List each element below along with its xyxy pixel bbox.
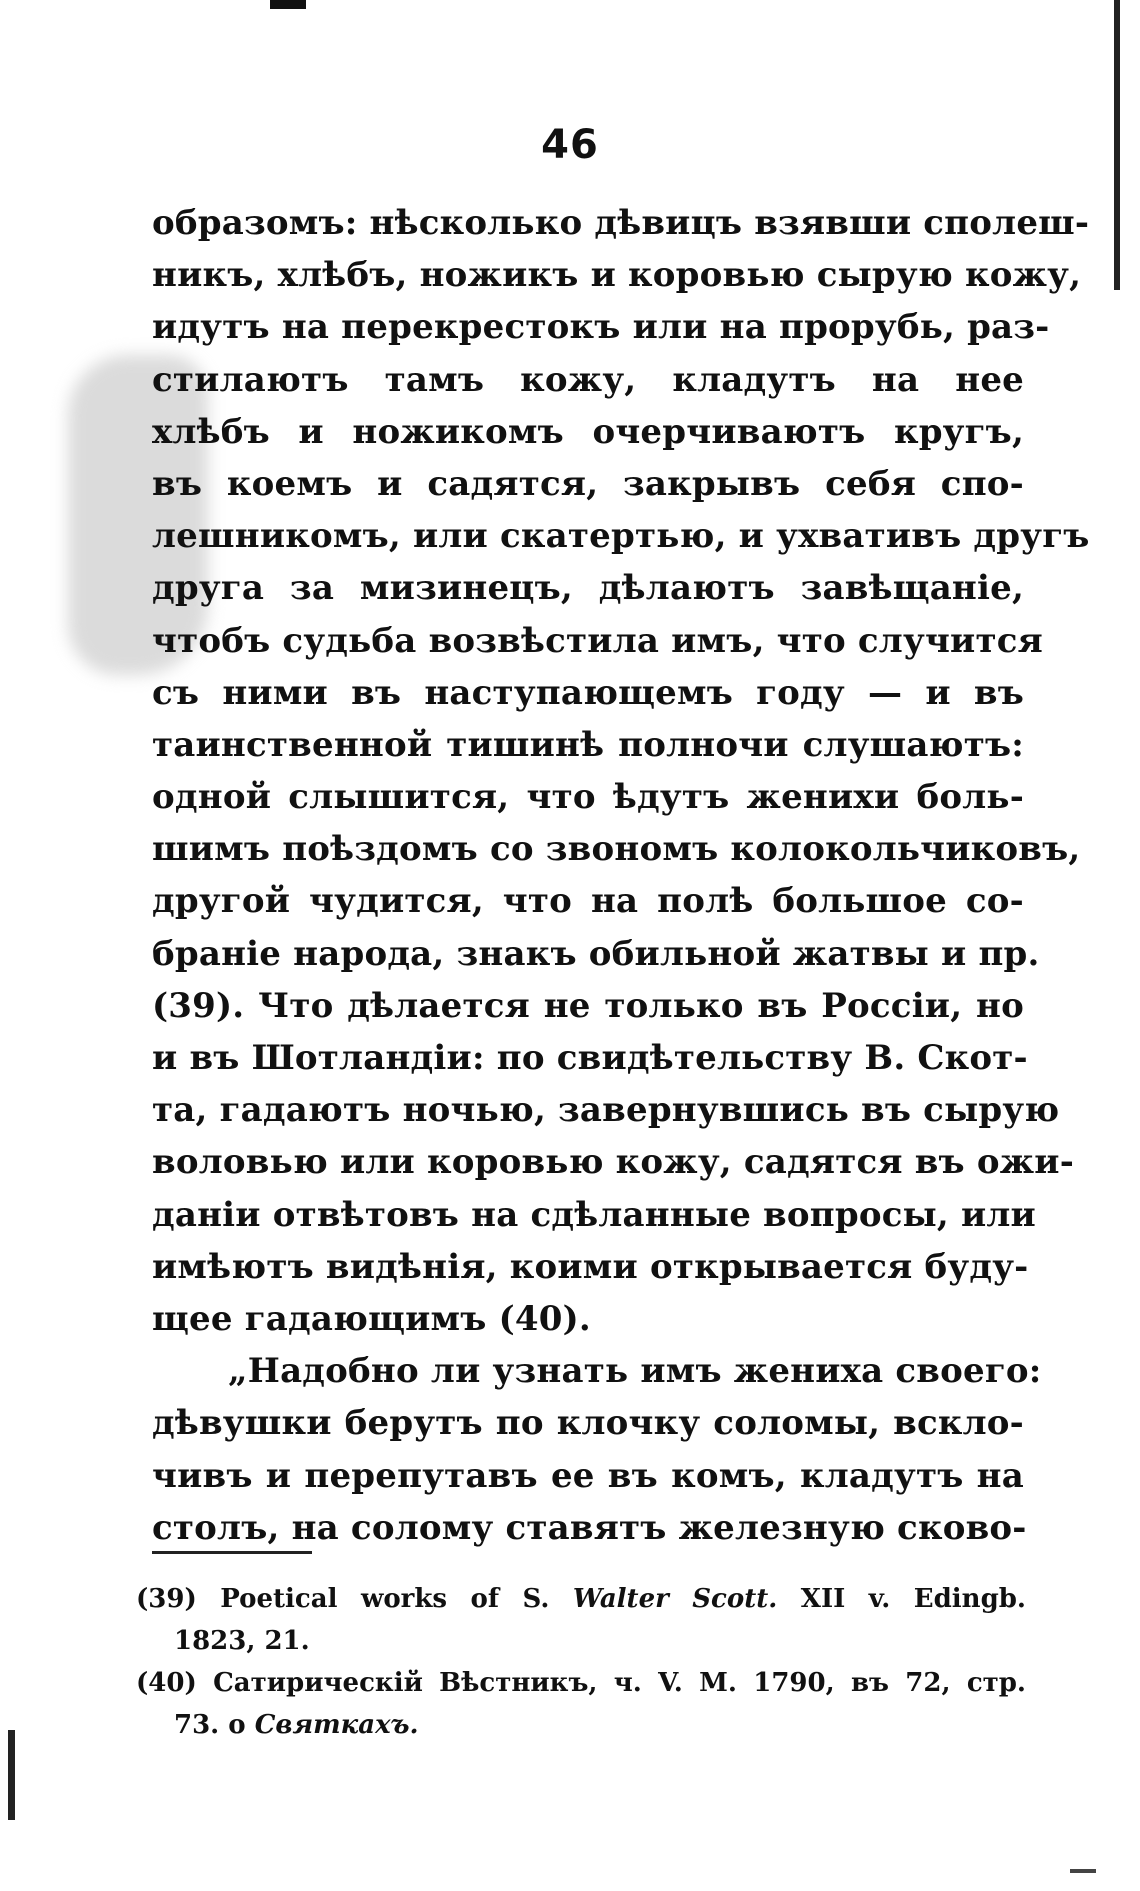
text-line: браніе народа, знакъ обильной жатвы и пр.: [152, 933, 1040, 974]
footnote-40-page: 73. о: [174, 1710, 255, 1740]
text-line: шимъ поѣздомъ со звономъ колокольчиковъ,: [152, 829, 1081, 870]
footnote-39-volume: XII v. Edingb.: [777, 1584, 1026, 1614]
paragraph-start-line: „Надобно ли узнать имъ жениха своего:: [228, 1351, 1042, 1392]
footnote-39-author: Walter Scott.: [572, 1584, 778, 1614]
text-line: та, гадаютъ ночью, завернувшись въ сырую: [152, 1090, 1060, 1131]
left-edge-rule: [8, 1730, 15, 1820]
text-line: даніи отвѣтовъ на сдѣланные вопросы, или: [152, 1194, 1036, 1235]
text-line: хлѣбъ и ножикомъ очерчиваютъ кругъ,: [152, 411, 1024, 452]
footnote-40-text: Сатирическій Вѣстникъ, ч. V. М. 1790, въ 72, стр.: [213, 1668, 1026, 1698]
text-line: столъ, на солому ставятъ железную сково-: [152, 1507, 1027, 1548]
footnote-40: [136, 1662, 1026, 1704]
top-edge-mark: [270, 0, 306, 9]
text-line: другой чудится, что на полѣ большое со-: [152, 881, 1024, 922]
text-line: одной слышится, что ѣдутъ женихи боль-: [152, 777, 1024, 818]
text-line: друга за мизинецъ, дѣлаютъ завѣщаніе,: [152, 568, 1024, 609]
corner-mark: [1070, 1869, 1096, 1873]
page-number: 46: [541, 122, 599, 168]
text-line: воловью или коровью кожу, садятся въ ожи-: [152, 1142, 1074, 1183]
text-line: имѣютъ видѣнія, коими открывается буду-: [152, 1246, 1029, 1287]
footnote-40-topic: Святкахъ.: [254, 1710, 419, 1740]
text-line: таинственной тишинѣ полночи слушаютъ:: [152, 724, 1024, 765]
text-line: стилаютъ тамъ кожу, кладутъ на нее: [152, 359, 1024, 400]
text-line: лешникомъ, или скатертью, и ухвативъ другъ: [152, 516, 1090, 557]
text-line: чивъ и перепутавъ ее въ комъ, кладутъ на: [152, 1455, 1024, 1496]
footnote-ref-39: (39): [136, 1584, 197, 1614]
footnote-separator: [152, 1551, 312, 1554]
text-line: образомъ: нѣсколько дѣвицъ взявши сполеш-: [152, 203, 1090, 243]
footnote-ref-40: (40): [136, 1668, 197, 1698]
footnote-39-continuation: 1823, 21.: [174, 1626, 310, 1656]
paragraph-end-line: щее гадающимъ (40).: [152, 1298, 591, 1339]
text-line: чтобъ судьба возвѣстила имъ, что случится: [152, 620, 1043, 661]
text-line: (39). Что дѣлается не только въ Россіи, но: [152, 985, 1024, 1026]
footnote-39: [136, 1578, 1026, 1620]
footnotes: [136, 1578, 1026, 1746]
text-line: дѣвушки берутъ по клочку соломы, вскло-: [152, 1403, 1024, 1444]
footnote-39-text: Poetical works of S.: [220, 1584, 573, 1614]
body-text: [152, 197, 1090, 1554]
text-line: и въ Шотландіи: по свидѣтельству В. Скот-: [152, 1038, 1028, 1078]
footnote-40-continuation: [136, 1704, 1026, 1746]
text-line: никъ, хлѣбъ, ножикъ и коровью сырую кожу,: [152, 255, 1082, 296]
text-line: въ коемъ и садятся, закрывъ себя спо-: [152, 463, 1024, 504]
text-line: идутъ на перекрестокъ или на прорубь, раз-: [152, 307, 1050, 348]
text-line: съ ними въ наступающемъ году — и въ: [152, 672, 1024, 713]
